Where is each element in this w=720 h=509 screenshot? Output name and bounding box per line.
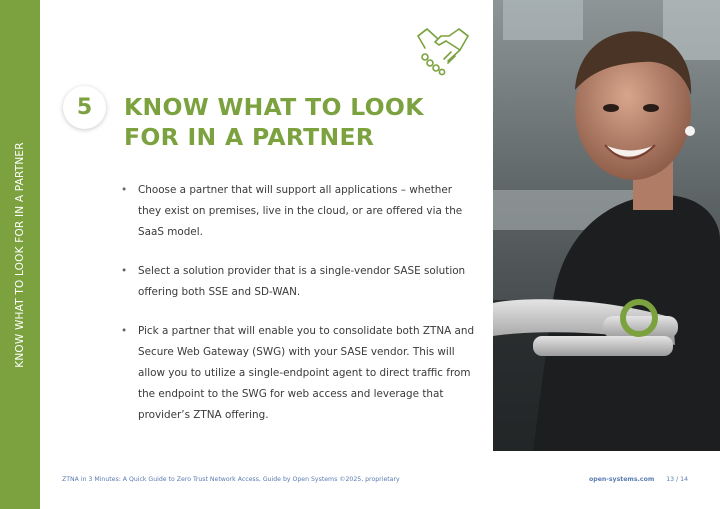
footer-citation: ZTNA in 3 Minutes: A Quick Guide to Zero Trust Network Access, Guide by Open Systems ©2025, proprietary — [62, 476, 400, 483]
step-number-badge: 5 — [63, 86, 106, 129]
list-item — [118, 321, 476, 426]
handshake-icon — [415, 26, 471, 76]
photo-illustration — [493, 0, 720, 451]
page-title — [124, 92, 424, 152]
bullet-list — [118, 180, 476, 426]
sidebar-label: KNOW WHAT TO LOOK FOR IN A PARTNER — [14, 142, 26, 368]
title-line-1: KNOW WHAT TO LOOK — [124, 93, 424, 121]
list-item — [118, 261, 476, 303]
bullet-marker: • — [121, 325, 128, 337]
bullet-text: Choose a partner that will support all applications – whether they exist on premises, live in the cloud, or are offered via the SaaS model. — [138, 184, 463, 238]
bullet-marker: • — [121, 265, 128, 277]
list-item — [118, 180, 476, 243]
bullet-text: Select a solution provider that is a single-vendor SASE solution offering both SSE and SD-WAN. — [138, 265, 466, 298]
title-line-2: FOR IN A PARTNER — [124, 123, 375, 151]
bullet-text: Pick a partner that will enable you to consolidate both ZTNA and Secure Web Gateway (SWG) with your SASE vendor. This will allow you to utilize a single-endpoint agent to direct traffic from the endpoint to the SWG for web access and leverage that provider’s ZTNA offering. — [138, 325, 475, 421]
sidebar — [0, 0, 40, 509]
page-number: 13 / 14 — [666, 476, 688, 483]
bullet-marker: • — [121, 184, 128, 196]
partner-photo — [493, 0, 720, 451]
footer-right — [589, 476, 688, 483]
website-link[interactable]: open-systems.com — [589, 476, 655, 483]
